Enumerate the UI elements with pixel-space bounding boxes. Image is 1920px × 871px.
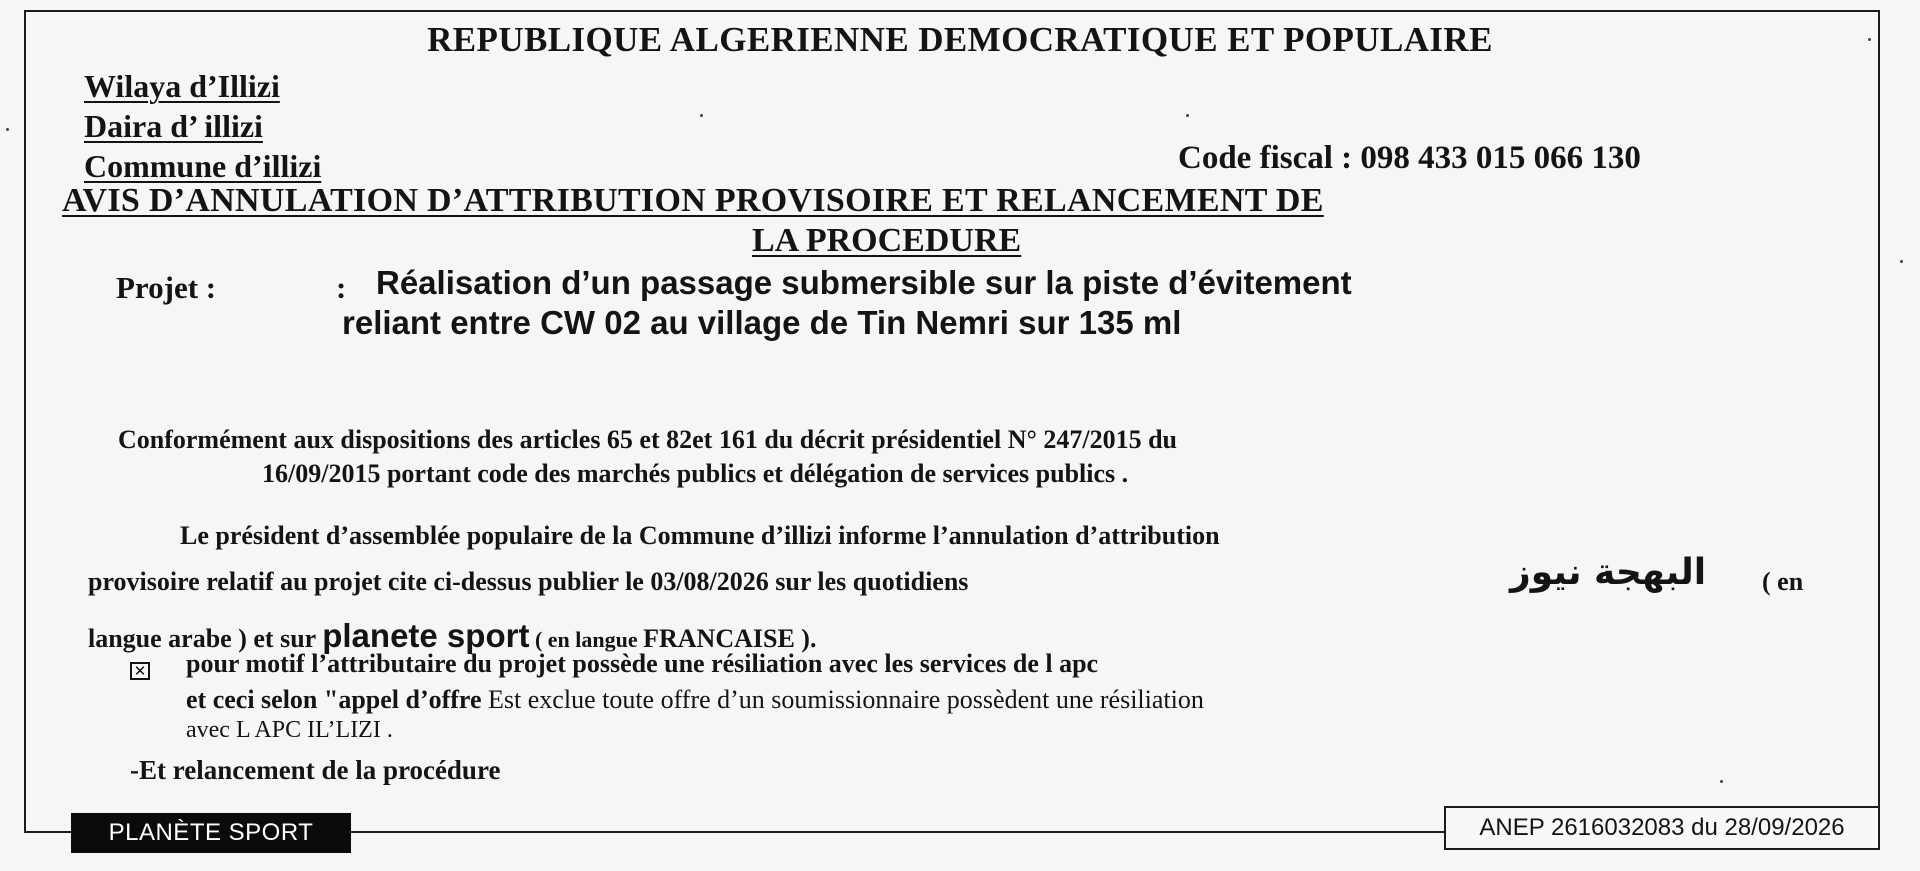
code-fiscal: Code fiscal : 098 433 015 066 130 [1178, 140, 1641, 176]
reason-line2-plain: Est exclue toute offre d’un soumissionnaire possèdent une résiliation [481, 685, 1204, 714]
daira-line: Daira d’ illizi [84, 108, 263, 144]
commune-line: Commune d’illizi [84, 148, 322, 184]
relaunch-line: -Et relancement de la procédure [130, 755, 501, 785]
decree-line2: 16/09/2015 portant code des marchés publics et délégation de services publics . [262, 459, 1129, 488]
announcement-line3-lang: FRANCAISE ). [643, 624, 817, 653]
announcement-line3-lang-intro: ( en langue [529, 627, 644, 652]
reason-line1: pour motif l’attributaire du projet possède une résiliation avec les services de l apc [186, 649, 1099, 678]
republic-title: REPUBLIQUE ALGERIENNE DEMOCRATIQUE ET POPULAIRE [427, 20, 1493, 59]
announcement-line2-end: ( en [1762, 567, 1804, 596]
decree-line1: Conformément aux dispositions des articles 65 et 82et 161 du décrit présidentiel N° 247/2015 du [118, 425, 1178, 454]
scan-speck [1186, 114, 1189, 117]
notice-title-line2: LA PROCEDURE [752, 222, 1022, 259]
projet-description-line1: Réalisation d’un passage submersible sur la piste d’évitement [376, 264, 1352, 301]
wilaya-line: Wilaya d’Illizi [84, 68, 280, 104]
scan-speck [1720, 780, 1723, 783]
publication-badge: PLANÈTE SPORT [71, 813, 351, 853]
arabic-newspaper-name: البهجة نيوز [1510, 552, 1707, 593]
scan-speck [700, 114, 703, 117]
projet-description-line2: reliant entre CW 02 au village de Tin Nemri sur 135 ml [342, 304, 1182, 341]
scan-speck [6, 128, 9, 131]
projet-colon: : [336, 270, 347, 305]
reason-line3: avec L APC IL’LIZI . [186, 717, 393, 743]
reason-line2-bold: et ceci selon "appel d’offre [186, 685, 482, 714]
reason-line2 [186, 685, 1204, 715]
announcement-line2: provisoire relatif au projet cite ci-dessus publier le 03/08/2026 sur les quotidiens [88, 567, 969, 596]
notice-title-line1: AVIS D’ANNULATION D’ATTRIBUTION PROVISOIRE ET RELANCEMENT DE [62, 182, 1324, 219]
announcement-line1: Le président d’assemblée populaire de la Commune d’illizi informe l’annulation d’attribution [180, 521, 1220, 550]
french-newspaper-name: planete sport [322, 617, 530, 654]
announcement-line3-start: langue arabe ) et sur [88, 624, 323, 653]
anep-reference: ANEP 2616032083 du 28/09/2026 [1444, 806, 1880, 850]
scan-speck [1868, 38, 1871, 41]
projet-label: Projet : [116, 270, 217, 305]
scan-speck [1900, 260, 1903, 263]
checked-box-icon: ✕ [130, 662, 150, 680]
